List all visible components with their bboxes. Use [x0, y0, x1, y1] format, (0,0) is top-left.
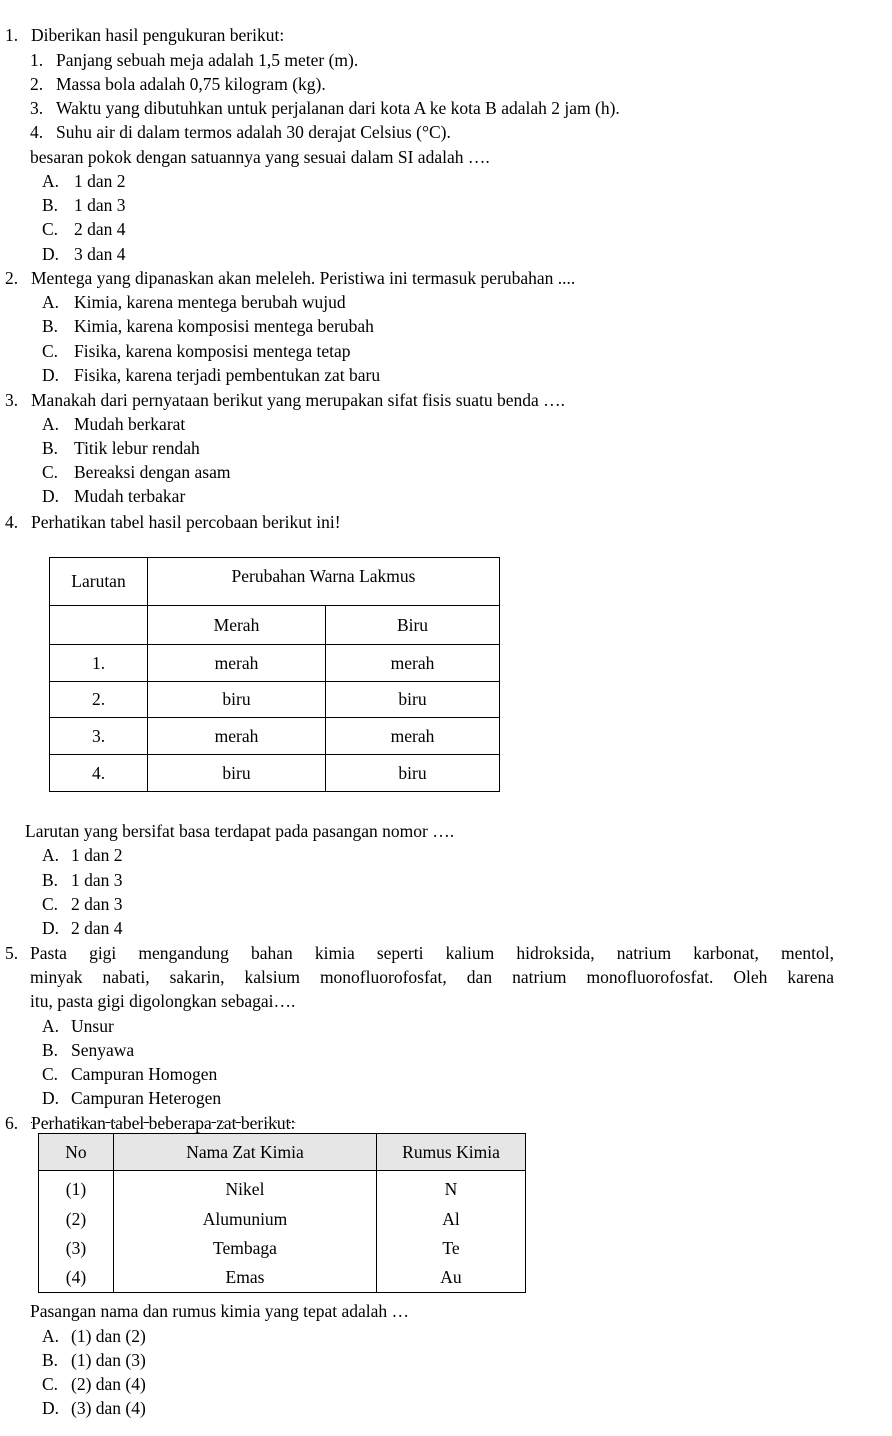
table-row: 2. biru biru	[50, 682, 500, 718]
q5-option-b[interactable]: B. Senyawa	[42, 1040, 135, 1060]
q1-item-1: 1. Panjang sebuah meja adalah 1,5 meter (m).	[30, 50, 359, 70]
col-header-rumus: Rumus Kimia	[377, 1134, 526, 1171]
chemical-table	[38, 1133, 526, 1293]
litmus-table	[49, 557, 500, 792]
q6-number: 6.	[5, 1113, 19, 1133]
col-header-no: No	[39, 1134, 114, 1171]
q3-stem: 3. Manakah dari pernyataan berikut yang merupakan sifat fisis suatu benda ….	[5, 390, 566, 410]
q1-item-4: 4. Suhu air di dalam termos adalah 30 derajat Celsius (°C).	[30, 122, 451, 142]
table-row: (1) Nikel N	[39, 1171, 526, 1205]
col-header-merah: Merah	[148, 606, 326, 645]
q2-option-d[interactable]: D. Fisika, karena terjadi pembentukan zat baru	[42, 365, 381, 385]
q3-option-a[interactable]: A. Mudah berkarat	[42, 414, 186, 434]
col-header-nama: Nama Zat Kimia	[114, 1134, 377, 1171]
table-row: 1. merah merah	[50, 645, 500, 682]
col-header-biru: Biru	[326, 606, 500, 645]
q5-option-d[interactable]: D. Campuran Heterogen	[42, 1088, 222, 1108]
table-row: (2) Alumunium Al	[39, 1205, 526, 1234]
q1-option-a[interactable]: A. 1 dan 2	[42, 171, 126, 191]
q2-option-c[interactable]: C. Fisika, karena komposisi mentega tetap	[42, 341, 351, 361]
q4-option-d[interactable]: D. 2 dan 4	[42, 918, 123, 938]
q4-option-a[interactable]: A. 1 dan 2	[42, 845, 123, 865]
q4-prompt: Larutan yang bersifat basa terdapat pada pasangan nomor ….	[25, 821, 455, 841]
col-header-larutan: Larutan	[50, 558, 148, 606]
q1-item-3: 3. Waktu yang dibutuhkan untuk perjalanan dari kota A ke kota B adalah 2 jam (h).	[30, 98, 620, 118]
q3-option-c[interactable]: C. Bereaksi dengan asam	[42, 462, 231, 482]
q5-stem-line2: minyak nabati, sakarin, kalsium monofluorofosfat, dan natrium monofluorofosfat. Oleh karena	[30, 967, 834, 987]
q5-number: 5.	[5, 943, 19, 963]
q5-option-a[interactable]: A. Unsur	[42, 1016, 114, 1036]
q2-stem: 2. Mentega yang dipanaskan akan meleleh. Peristiwa ini termasuk perubahan ....	[5, 268, 576, 288]
q4-number: 4.	[5, 512, 19, 532]
q1-option-c[interactable]: C. 2 dan 4	[42, 219, 126, 239]
q6-option-c[interactable]: C. (2) dan (4)	[42, 1374, 146, 1394]
q1-option-b[interactable]: B. 1 dan 3	[42, 195, 126, 215]
q1-prompt: besaran pokok dengan satuannya yang sesuai dalam SI adalah ….	[30, 147, 490, 167]
table-row: (3) Tembaga Te	[39, 1234, 526, 1263]
q6-prompt: Pasangan nama dan rumus kimia yang tepat adalah …	[30, 1301, 410, 1321]
q5-stem-line3: itu, pasta gigi digolongkan sebagai….	[30, 991, 296, 1011]
table-row: (4) Emas Au	[39, 1263, 526, 1293]
q6-option-a[interactable]: A. (1) dan (2)	[42, 1326, 146, 1346]
q1-stem: 1. Diberikan hasil pengukuran berikut:	[5, 25, 285, 45]
table-row: 4. biru biru	[50, 755, 500, 792]
col-header-perubahan: Perubahan Warna Lakmus	[148, 558, 500, 606]
table-row: 3. merah merah	[50, 718, 500, 755]
q5-option-c[interactable]: C. Campuran Homogen	[42, 1064, 218, 1084]
q6-stem: 6. Perhatikan tabel beberapa zat berikut:	[5, 1113, 296, 1133]
q2-option-b[interactable]: B. Kimia, karena komposisi mentega berubah	[42, 316, 374, 336]
q2-number: 2.	[5, 268, 19, 288]
q6-option-b[interactable]: B. (1) dan (3)	[42, 1350, 146, 1370]
q1-item-2: 2. Massa bola adalah 0,75 kilogram (kg).	[30, 74, 326, 94]
q5-stem-line1: Pasta gigi mengandung bahan kimia seperti kalium hidroksida, natrium karbonat, mentol,	[30, 943, 834, 963]
q3-number: 3.	[5, 390, 19, 410]
empty-cell	[50, 606, 148, 645]
q4-option-b[interactable]: B. 1 dan 3	[42, 870, 123, 890]
q1-option-d[interactable]: D. 3 dan 4	[42, 244, 126, 264]
q4-option-c[interactable]: C. 2 dan 3	[42, 894, 123, 914]
q3-option-b[interactable]: B. Titik lebur rendah	[42, 438, 200, 458]
q6-option-d[interactable]: D. (3) dan (4)	[42, 1398, 146, 1418]
q3-option-d[interactable]: D. Mudah terbakar	[42, 486, 186, 506]
q2-option-a[interactable]: A. Kimia, karena mentega berubah wujud	[42, 292, 346, 312]
q4-stem: 4. Perhatikan tabel hasil percobaan berikut ini!	[5, 512, 341, 532]
q1-number: 1.	[5, 25, 19, 45]
